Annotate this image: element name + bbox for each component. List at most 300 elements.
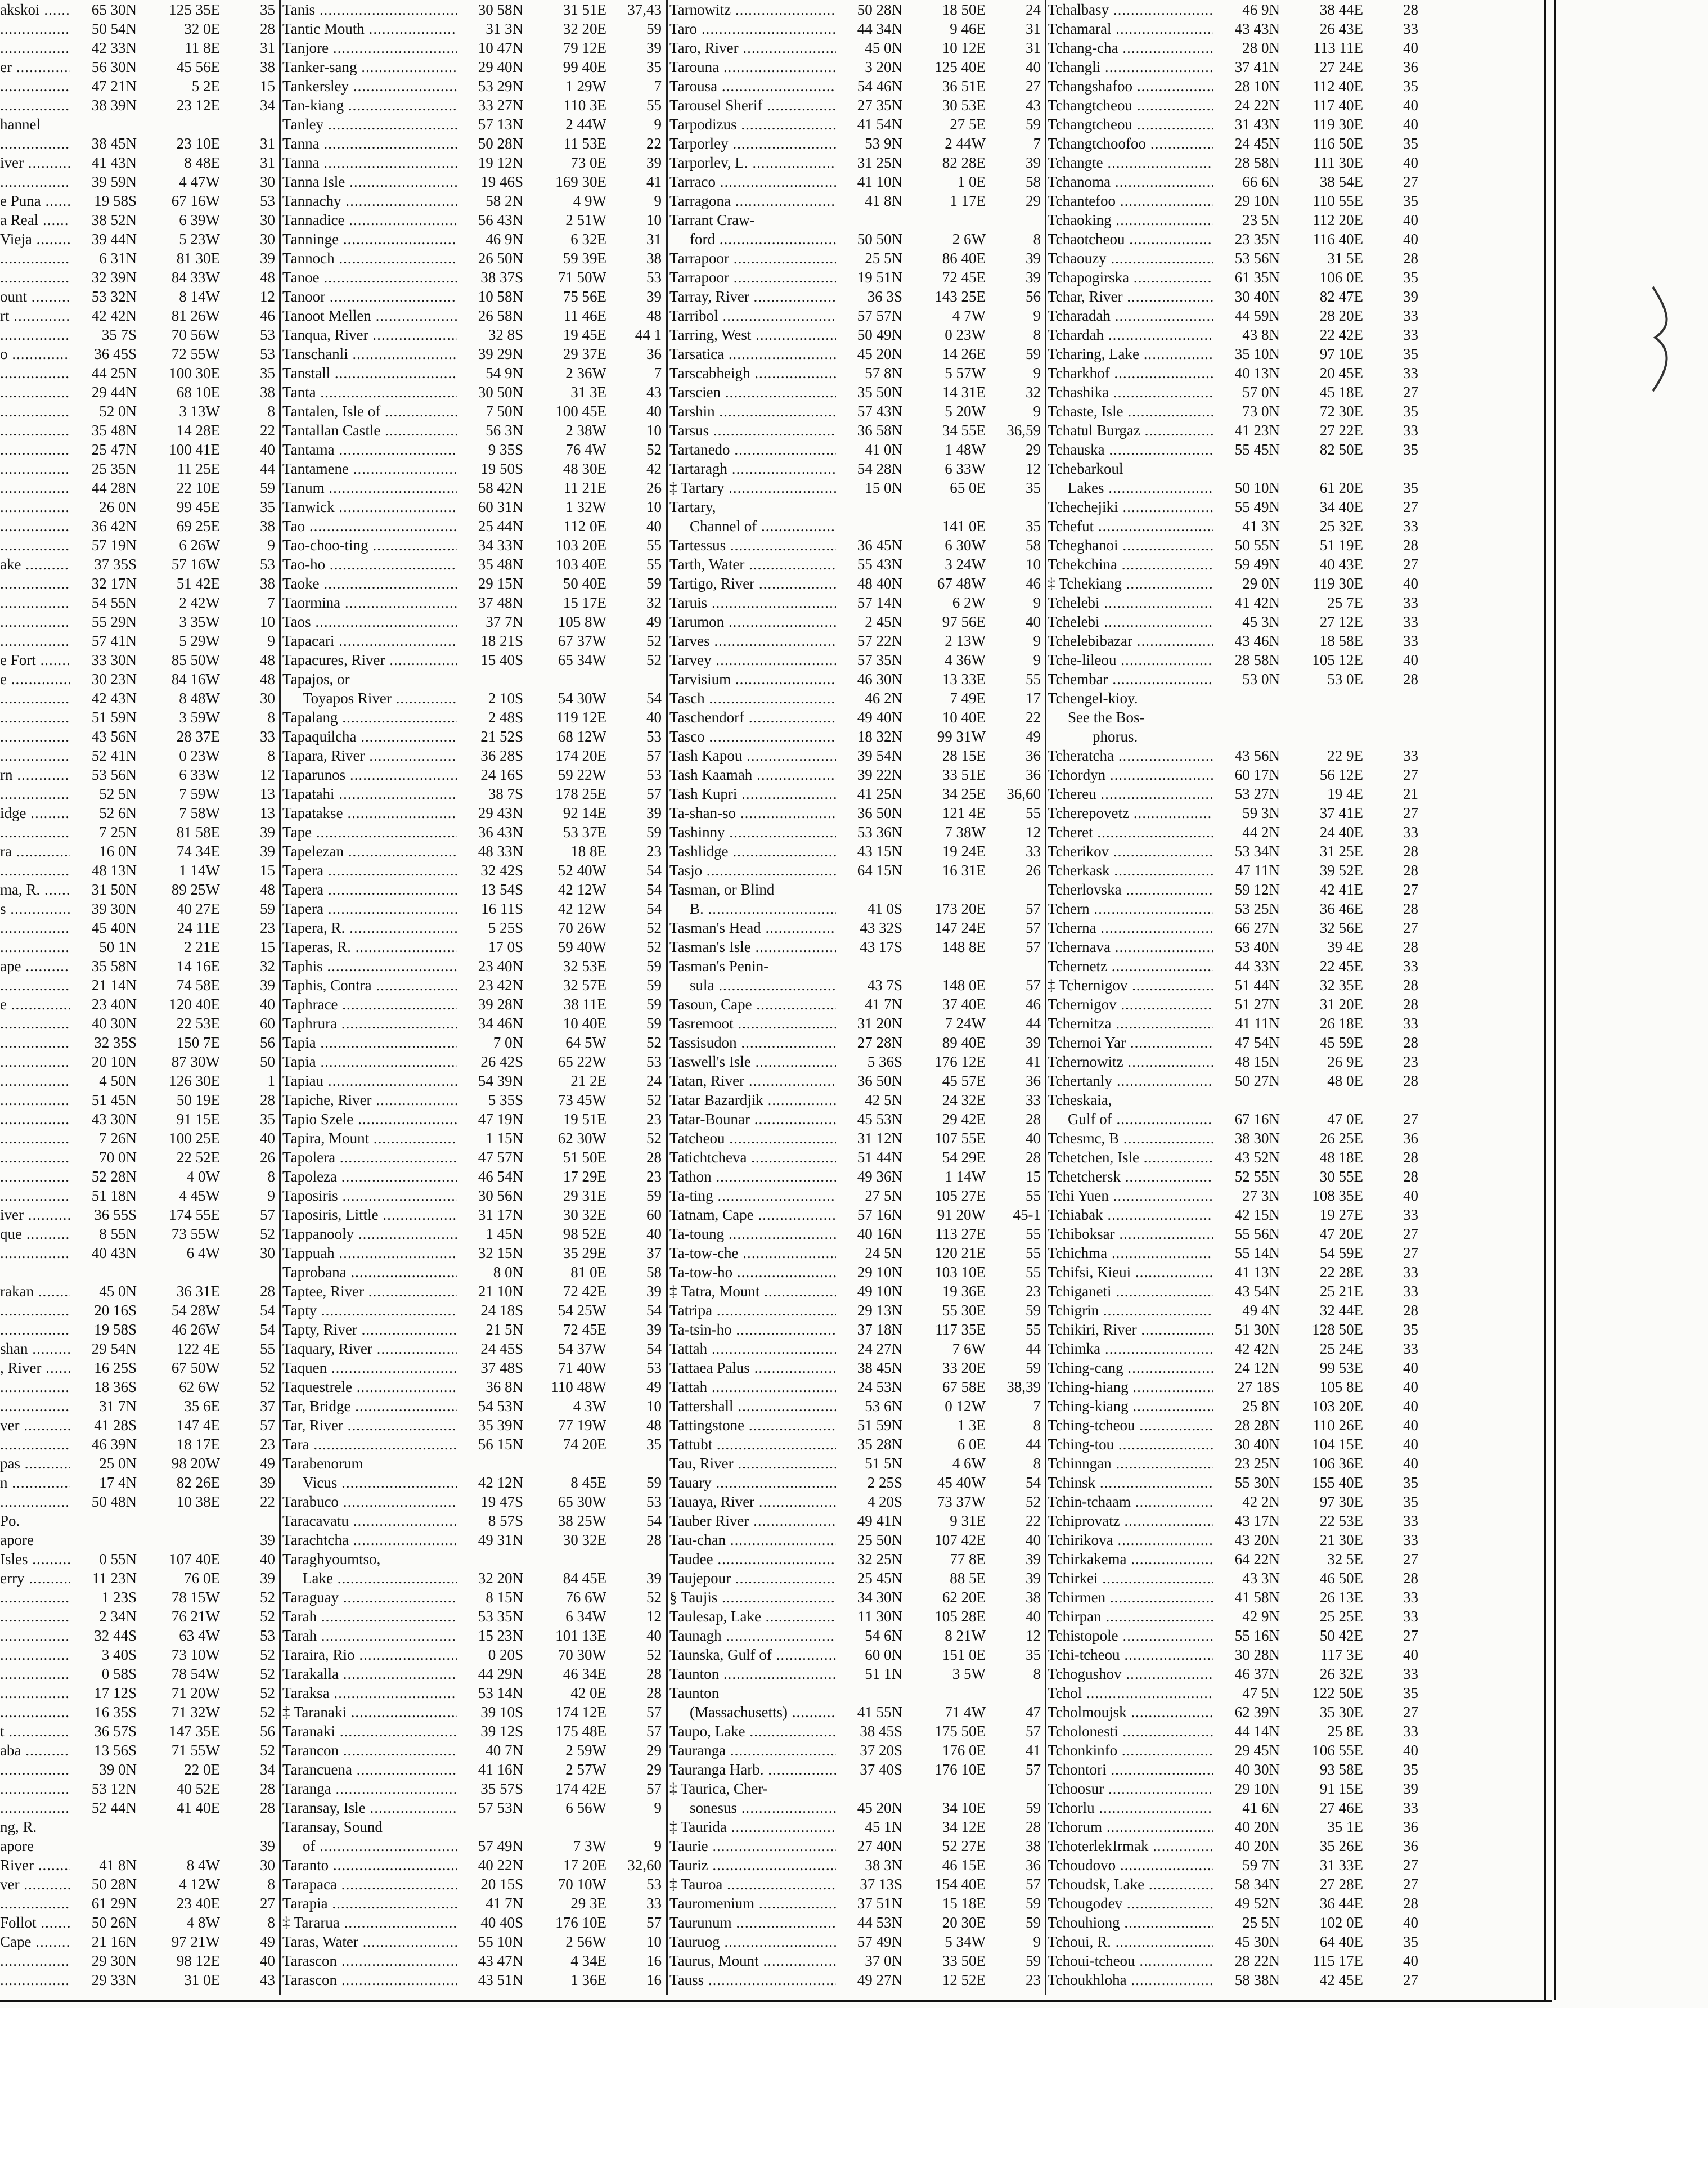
entry-map-number: 54	[646, 900, 662, 917]
entry-map-number: 59	[646, 824, 662, 841]
entry-name: Taquary, River .....	[282, 1339, 457, 1358]
entry-map-number: 37	[260, 1398, 275, 1414]
entry-map-number: 44	[1026, 1340, 1041, 1357]
entry-longitude: 174 12E	[555, 1704, 606, 1721]
entry-name: rt .....	[0, 306, 70, 325]
entry-longitude: 25 21E	[1319, 1283, 1363, 1300]
entry-latitude: 70 0N	[99, 1149, 137, 1166]
gazetteer-entry	[0, 459, 278, 478]
entry-name: sonesus .....	[669, 1798, 836, 1817]
entry-map-number: 33	[1403, 307, 1418, 324]
entry-map-number: 40	[260, 1130, 275, 1147]
entry-map-number: 32	[646, 594, 662, 611]
entry-longitude: 59 39E	[563, 250, 606, 267]
entry-map-number: 40	[1026, 1608, 1041, 1625]
gazetteer-entry	[1048, 268, 1422, 287]
entry-longitude: 35 29E	[563, 1245, 606, 1261]
entry-longitude: 74 20E	[563, 1436, 606, 1453]
entry-longitude: 82 26E	[176, 1474, 220, 1491]
entry-name: Tcherlovska .....	[1048, 880, 1213, 899]
entry-latitude: 29 10N	[1234, 1780, 1280, 1797]
gazetteer-entry	[282, 823, 665, 842]
entry-longitude: 4 9W	[573, 192, 606, 209]
entry-map-number: 33	[1403, 1512, 1418, 1529]
entry-longitude: 1 17E	[950, 192, 986, 209]
entry-longitude: 87 30W	[171, 1053, 220, 1070]
entry-longitude: 122 50E	[1312, 1685, 1363, 1701]
gazetteer-entry	[0, 1473, 278, 1492]
entry-name: Tasco .....	[669, 727, 836, 746]
gazetteer-entry	[0, 1569, 278, 1588]
entry-latitude: 4 20S	[867, 1493, 902, 1510]
entry-longitude: 6 4W	[186, 1245, 220, 1261]
gazetteer-entry	[1048, 1339, 1422, 1358]
entry-map-number: 33	[1403, 1531, 1418, 1548]
gazetteer-entry	[1048, 1416, 1422, 1435]
entry-latitude: 35 58N	[91, 958, 137, 974]
entry-map-number: 54	[646, 1302, 662, 1319]
entry-name	[0, 823, 70, 842]
entry-map-number: 40	[1403, 231, 1418, 248]
gazetteer-entry	[1048, 1090, 1422, 1110]
entry-map-number: 36	[646, 345, 662, 362]
entry-map-number: 55	[1026, 1264, 1041, 1281]
entry-longitude: 45 57E	[942, 1072, 986, 1089]
gazetteer-entry	[1048, 497, 1422, 516]
gazetteer-entry	[1048, 1492, 1422, 1511]
gazetteer-entry	[282, 1683, 665, 1703]
entry-map-number: 30	[260, 690, 275, 707]
entry-name	[0, 96, 70, 115]
entry-name: Tapatakse .....	[282, 803, 457, 823]
entry-map-number: 9	[1033, 1933, 1041, 1950]
entry-latitude: 37 0N	[865, 1952, 902, 1969]
gazetteer-entry	[0, 191, 278, 210]
gazetteer-entry	[0, 1263, 278, 1282]
entry-name: Tatar-Bounar .....	[669, 1110, 836, 1129]
entry-map-number: 28	[1403, 537, 1418, 554]
gazetteer-entry	[282, 784, 665, 803]
gazetteer-entry	[282, 1205, 665, 1224]
entry-map-number: 35	[260, 1, 275, 18]
entry-name: Taquen .....	[282, 1358, 457, 1377]
gazetteer-entry	[282, 1090, 665, 1110]
entry-name	[0, 727, 70, 746]
gazetteer-entry	[669, 1435, 1044, 1454]
gazetteer-entry	[0, 670, 278, 689]
entry-latitude: 57 22N	[857, 632, 902, 649]
gazetteer-entry	[0, 823, 278, 842]
entry-name: Tasman's Isle .....	[669, 937, 836, 956]
entry-latitude: 64 15N	[857, 862, 902, 879]
gazetteer-entry	[0, 995, 278, 1014]
entry-map-number: 28	[1026, 1818, 1041, 1835]
entry-map-number: 28	[1403, 1570, 1418, 1587]
entry-map-number: 10	[260, 613, 275, 630]
entry-longitude: 11 53E	[563, 135, 606, 152]
entry-longitude: 25 7E	[1327, 594, 1363, 611]
entry-latitude: 23 42N	[478, 977, 523, 994]
gazetteer-entry	[1048, 880, 1422, 899]
entry-map-number: 21	[1403, 785, 1418, 802]
entry-latitude: 49 31N	[478, 1531, 523, 1548]
entry-longitude: 8 21W	[945, 1627, 986, 1644]
entry-latitude: 37 51N	[857, 1895, 902, 1912]
entry-map-number: 35	[1026, 479, 1041, 496]
entry-longitude: 78 54W	[171, 1665, 220, 1682]
entry-map-number: 31	[260, 154, 275, 171]
entry-latitude: 34 46N	[478, 1015, 523, 1032]
entry-name: Tauruog .....	[669, 1932, 836, 1951]
entry-name: Tarrapoor .....	[669, 268, 836, 287]
gazetteer-entry	[282, 383, 665, 402]
entry-latitude: 40 20N	[1234, 1838, 1280, 1854]
entry-name: Tarporley .....	[669, 134, 836, 153]
gazetteer-entry	[0, 1932, 278, 1951]
entry-map-number: 40	[1026, 1130, 1041, 1147]
gazetteer-entry	[1048, 1798, 1422, 1817]
entry-latitude: 40 43N	[91, 1245, 137, 1261]
entry-latitude: 53 0N	[1242, 671, 1280, 688]
entry-name	[0, 1894, 70, 1913]
entry-name: Tarakalla .....	[282, 1664, 457, 1683]
entry-map-number: 53	[646, 269, 662, 286]
entry-latitude: 37 48S	[480, 1359, 523, 1376]
entry-map-number: 52	[260, 1646, 275, 1663]
entry-name: Tchinsk .....	[1048, 1473, 1213, 1492]
entry-latitude: 21 5N	[486, 1321, 523, 1338]
entry-name: Tcharing, Lake .....	[1048, 344, 1213, 363]
entry-latitude: 53 29N	[478, 78, 523, 95]
gazetteer-entry	[282, 1530, 665, 1549]
entry-map-number: 7	[1033, 135, 1041, 152]
entry-longitude: 0 23W	[945, 326, 986, 343]
entry-latitude: 24 53N	[857, 1378, 902, 1395]
entry-latitude: 49 4N	[1242, 1302, 1280, 1319]
gazetteer-entry	[0, 689, 278, 708]
entry-longitude: 81 30E	[176, 250, 220, 267]
entry-map-number: 52	[646, 632, 662, 649]
entry-name: Tarachtcha .....	[282, 1530, 457, 1549]
entry-map-number: 35	[1403, 1933, 1418, 1950]
entry-map-number: 44	[1026, 1015, 1041, 1032]
entry-latitude: 53 6N	[865, 1398, 902, 1414]
entry-longitude: 104 15E	[1312, 1436, 1363, 1453]
entry-longitude: 57 16W	[171, 556, 220, 573]
entry-map-number: 23	[1026, 1283, 1041, 1300]
entry-latitude: 24 27N	[857, 1340, 902, 1357]
entry-name: of .....	[282, 1836, 457, 1856]
entry-latitude: 55 16N	[1234, 1627, 1280, 1644]
entry-map-number: 15	[260, 862, 275, 879]
entry-map-number: 27	[1403, 1225, 1418, 1242]
entry-latitude: 43 17S	[860, 938, 902, 955]
entry-name	[0, 861, 70, 880]
entry-longitude: 40 52E	[176, 1780, 220, 1797]
entry-longitude: 107 55E	[934, 1130, 986, 1147]
entry-latitude: 16 35S	[94, 1704, 137, 1721]
gazetteer-entry	[0, 918, 278, 937]
entry-latitude: 29 13N	[857, 1302, 902, 1319]
entry-longitude: 8 45E	[570, 1474, 606, 1491]
entry-longitude: 76 0E	[184, 1570, 220, 1587]
entry-longitude: 7 38W	[945, 824, 986, 841]
entry-latitude: 49 52N	[1234, 1895, 1280, 1912]
entry-map-number: 28	[260, 20, 275, 37]
entry-longitude: 72 55W	[171, 345, 220, 362]
entry-name: Taruis .....	[669, 593, 836, 612]
entry-map-number: 27	[1403, 1551, 1418, 1567]
entry-latitude: 39 30N	[91, 900, 137, 917]
entry-name: Taurie .....	[669, 1836, 836, 1856]
entry-latitude: 42 5N	[865, 1092, 902, 1108]
entry-name: ma, R. .....	[0, 880, 70, 899]
entry-longitude: 119 30E	[1313, 116, 1363, 133]
entry-longitude: 89 40E	[942, 1034, 986, 1051]
entry-longitude: 5 20W	[945, 403, 986, 420]
entry-longitude: 67 16W	[171, 192, 220, 209]
gazetteer-entry	[669, 363, 1044, 383]
entry-name: Tauary .....	[669, 1473, 836, 1492]
entry-latitude: 23 40N	[91, 996, 137, 1013]
entry-name: Tchoukhloha .....	[1048, 1970, 1213, 1989]
entry-name: Tchiboksar .....	[1048, 1224, 1213, 1243]
gazetteer-entry	[282, 976, 665, 995]
entry-longitude: 76 21W	[171, 1608, 220, 1625]
entry-map-number: 35	[1403, 441, 1418, 458]
gazetteer-entry	[1048, 784, 1422, 803]
gazetteer-entry	[669, 478, 1044, 497]
entry-latitude: 39 10S	[480, 1704, 523, 1721]
entry-latitude: 57 13N	[478, 116, 523, 133]
entry-name: Tchebarkoul	[1048, 460, 1123, 477]
gazetteer-entry	[0, 1549, 278, 1569]
entry-latitude: 19 47S	[480, 1493, 523, 1510]
entry-longitude: 91 20W	[937, 1206, 986, 1223]
entry-longitude: 17 29E	[563, 1168, 606, 1185]
entry-latitude: 17 12S	[94, 1685, 137, 1701]
entry-longitude: 120 40E	[169, 996, 220, 1013]
entry-name	[0, 1779, 70, 1798]
entry-longitude: 31 5E	[1327, 250, 1363, 267]
entry-map-number: 9	[654, 116, 662, 133]
entry-map-number: 33	[1403, 1340, 1418, 1357]
entry-latitude: 25 8N	[1242, 1398, 1280, 1414]
entry-longitude: 78 15W	[171, 1589, 220, 1606]
entry-latitude: 36 57S	[94, 1723, 137, 1740]
entry-longitude: 7 58W	[179, 805, 220, 821]
entry-latitude: 35 28N	[857, 1436, 902, 1453]
entry-map-number: 57	[260, 1417, 275, 1434]
gazetteer-entry	[669, 1932, 1044, 1951]
entry-longitude: 26 13E	[1319, 1589, 1363, 1606]
entry-latitude: 19 51N	[857, 269, 902, 286]
entry-name: Tapacari .....	[282, 631, 457, 650]
entry-map-number: 22	[1026, 709, 1041, 726]
gazetteer-entry	[282, 1760, 665, 1779]
entry-name: Taraghyoumtso,	[282, 1551, 381, 1567]
entry-map-number: 40	[1403, 1417, 1418, 1434]
gazetteer-entry	[0, 1205, 278, 1224]
entry-latitude: 50 10N	[1234, 479, 1280, 496]
entry-name: Tchimka .....	[1048, 1339, 1213, 1358]
entry-map-number: 36,60	[1006, 785, 1041, 802]
entry-name: Tchol .....	[1048, 1683, 1213, 1703]
gazetteer-entry	[282, 1703, 665, 1722]
entry-name: Tchetchen, Isle .....	[1048, 1148, 1213, 1167]
entry-name: hannel	[0, 116, 41, 133]
entry-latitude: 55 49N	[1234, 498, 1280, 515]
entry-latitude: 44 14N	[1234, 1723, 1280, 1740]
entry-latitude: 41 58N	[1234, 1589, 1280, 1606]
entry-latitude: 33 27N	[478, 97, 523, 114]
entry-longitude: 6 32E	[570, 231, 606, 248]
entry-latitude: 39 12S	[480, 1723, 523, 1740]
entry-name	[0, 1588, 70, 1607]
entry-map-number: 40	[1403, 652, 1418, 668]
entry-longitude: 28 15E	[942, 747, 986, 764]
entry-name	[0, 363, 70, 383]
entry-map-number: 57	[1026, 1761, 1041, 1778]
entry-map-number: 15	[1026, 1168, 1041, 1185]
entry-map-number: 46	[1026, 996, 1041, 1013]
entry-name: Tanna .....	[282, 134, 457, 153]
entry-map-number: 53	[260, 1627, 275, 1644]
entry-map-number: 10	[646, 212, 662, 228]
entry-name: Tatar Bazardjik .....	[669, 1090, 836, 1110]
entry-map-number: 35	[1403, 192, 1418, 209]
entry-latitude: 30 40N	[1234, 288, 1280, 305]
entry-longitude: 26 9E	[1327, 1053, 1363, 1070]
entry-longitude: 22 28E	[1319, 1264, 1363, 1281]
entry-name: Tapera, R. .....	[282, 918, 457, 937]
gazetteer-entry	[1048, 1932, 1422, 1951]
entry-latitude: 57 16N	[857, 1206, 902, 1223]
entry-name: Tartessus .....	[669, 536, 836, 555]
entry-name: Tapiche, River .....	[282, 1090, 457, 1110]
entry-name: Tchernetz .....	[1048, 956, 1213, 976]
entry-latitude: 20 16S	[94, 1302, 137, 1319]
entry-name: Tarsus .....	[669, 421, 836, 440]
entry-name: Tanis .....	[282, 0, 457, 19]
entry-longitude: 117 35E	[935, 1321, 986, 1338]
entry-longitude: 21 2E	[570, 1072, 606, 1089]
entry-map-number: 40	[260, 996, 275, 1013]
gazetteer-entry	[1048, 1779, 1422, 1798]
gazetteer-entry	[0, 306, 278, 325]
entry-name: e Puna .....	[0, 191, 70, 210]
entry-longitude: 7 59W	[179, 785, 220, 802]
entry-longitude: 19 4E	[1327, 785, 1363, 802]
gazetteer-entry	[669, 287, 1044, 306]
entry-name: Tchinngan .....	[1048, 1454, 1213, 1473]
page-frame-right	[1544, 0, 1556, 2000]
entry-longitude: 4 34E	[570, 1952, 606, 1969]
entry-longitude: 25 25E	[1319, 1608, 1363, 1625]
gazetteer-entry	[669, 861, 1044, 880]
entry-name: Tchang-cha .....	[1048, 38, 1213, 57]
gazetteer-entry	[669, 765, 1044, 784]
entry-name: Tchekchina .....	[1048, 555, 1213, 574]
gazetteer-entry	[669, 995, 1044, 1014]
entry-name: See the Bos-	[1068, 709, 1145, 726]
entry-latitude: 20 10N	[91, 1053, 137, 1070]
gazetteer-entry	[669, 956, 1044, 976]
entry-map-number: 59	[1026, 1952, 1041, 1969]
entry-name: Tarousel Sherif .....	[669, 96, 836, 115]
gazetteer-entry	[1048, 727, 1422, 746]
entry-map-number: 9	[1033, 632, 1041, 649]
entry-latitude: 43 56N	[1234, 747, 1280, 764]
entry-name: Tapaquilcha .....	[282, 727, 457, 746]
gazetteer-entry	[282, 995, 665, 1014]
entry-longitude: 71 4W	[945, 1704, 986, 1721]
entry-name: Tarrapoor .....	[669, 249, 836, 268]
gazetteer-entry	[669, 1129, 1044, 1148]
entry-name: Tape .....	[282, 823, 457, 842]
entry-latitude: 42 43N	[91, 690, 137, 707]
entry-map-number: 36	[1403, 59, 1418, 75]
entry-name: ‡ Taranaki .....	[282, 1703, 457, 1722]
entry-longitude: 14 28E	[176, 422, 220, 439]
entry-name: ‡ Tchekiang .....	[1048, 574, 1213, 593]
entry-latitude: 27 28N	[857, 1034, 902, 1051]
entry-longitude: 105 8W	[558, 613, 606, 630]
entry-name: Tauss .....	[669, 1970, 836, 1989]
entry-longitude: 10 38E	[176, 1493, 220, 1510]
gazetteer-entry	[669, 1090, 1044, 1110]
entry-map-number: 9	[1033, 307, 1041, 324]
entry-name: Tatichtcheva .....	[669, 1148, 836, 1167]
entry-map-number: 39	[646, 288, 662, 305]
entry-name	[0, 268, 70, 287]
entry-name: Taposiris .....	[282, 1186, 457, 1205]
entry-map-number: 9	[267, 537, 275, 554]
entry-map-number: 7	[1033, 1398, 1041, 1414]
entry-latitude: 1 15N	[486, 1130, 523, 1147]
gazetteer-entry	[669, 459, 1044, 478]
entry-longitude: 14 16E	[176, 958, 220, 974]
entry-map-number: 28	[1403, 1895, 1418, 1912]
gazetteer-entry	[282, 1110, 665, 1129]
entry-name: rn .....	[0, 765, 70, 784]
entry-latitude: 16 11S	[481, 900, 523, 917]
gazetteer-entry	[0, 1913, 278, 1932]
entry-name: Taoke .....	[282, 574, 457, 593]
entry-name	[0, 1071, 70, 1090]
gazetteer-entry	[282, 536, 665, 555]
entry-name: Tchangtcheou .....	[1048, 115, 1213, 134]
entry-longitude: 92 14E	[563, 805, 606, 821]
entry-latitude: 43 46N	[1234, 632, 1280, 649]
entry-latitude: 11 30N	[857, 1608, 902, 1625]
entry-longitude: 1 29W	[565, 78, 606, 95]
entry-longitude: 0 23W	[179, 747, 220, 764]
entry-latitude: 8 57S	[488, 1512, 523, 1529]
gazetteer-entry	[669, 1798, 1044, 1817]
gazetteer-entry	[282, 516, 665, 536]
entry-longitude: 97 30E	[1319, 1493, 1363, 1510]
entry-map-number: 35	[1403, 1685, 1418, 1701]
entry-name: Tarray, River .....	[669, 287, 836, 306]
entry-longitude: 45 18E	[1319, 384, 1363, 401]
gazetteer-entry	[1048, 574, 1422, 593]
entry-latitude: 19 12N	[478, 154, 523, 171]
entry-latitude: 29 33N	[91, 1971, 137, 1988]
gazetteer-entry	[1048, 956, 1422, 976]
entry-map-number: 49	[646, 613, 662, 630]
entry-latitude: 44 59N	[1234, 307, 1280, 324]
